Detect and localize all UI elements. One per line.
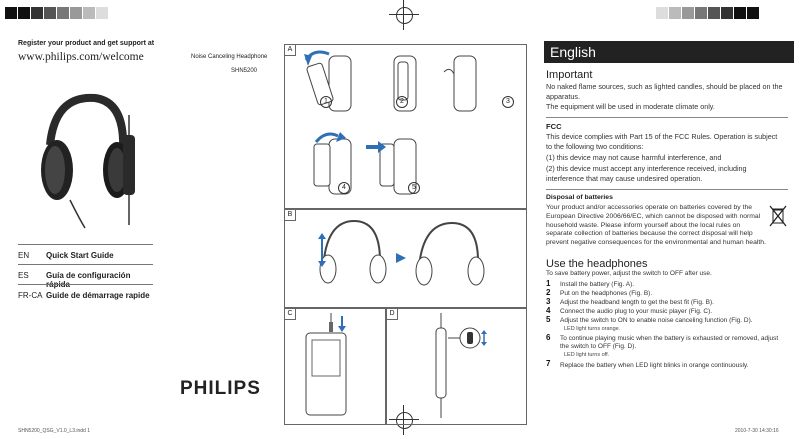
- important-text-1: No naked flame sources, such as lighted candles, should be placed on the apparatus.: [546, 82, 783, 101]
- section-divider: [546, 117, 788, 118]
- led-note-orange: LED light turns orange.: [564, 326, 621, 332]
- panel-label: C: [285, 309, 296, 320]
- guide-name: Quick Start Guide: [46, 251, 114, 260]
- headphone-product-image: [25, 90, 155, 230]
- step-text: Adjust the switch to ON to enable noise canceling function (Fig. D).: [560, 317, 753, 324]
- crossed-bin-icon: [769, 205, 787, 227]
- step-index: 4: [546, 306, 551, 315]
- step-index: 3: [546, 297, 551, 306]
- fcc-heading: FCC: [546, 122, 562, 131]
- step-number: 1: [320, 96, 332, 108]
- step-index: 7: [546, 359, 551, 368]
- english-header: English: [544, 41, 794, 63]
- guide-code: FR-CA: [18, 291, 43, 300]
- step-text: Adjust the headband length to get the best fit (Fig. B).: [560, 299, 714, 306]
- use-heading: Use the headphones: [546, 258, 648, 270]
- step-index: 1: [546, 279, 551, 288]
- audio-plug-illustration: [284, 308, 384, 423]
- headband-adjust-illustration: [284, 209, 525, 306]
- important-heading: Important: [546, 69, 593, 81]
- registration-bar-left: [5, 7, 109, 19]
- footer-date: 2010-7-30 14:30:16: [735, 428, 779, 434]
- panel-label: A: [285, 45, 296, 56]
- philips-logo: PHILIPS: [180, 378, 261, 399]
- battery-install-illustration: [284, 44, 525, 207]
- fcc-condition-1: (1) this device may not cause harmful interference, and: [546, 153, 722, 162]
- use-intro: To save battery power, adjust the switch to OFF after use.: [546, 270, 712, 277]
- step-index: 2: [546, 288, 551, 297]
- step-text: Connect the audio plug to your music player (Fig. C).: [560, 308, 713, 315]
- fcc-condition-2: (2) this device must accept any interference received, including interference that may cause undesired operation.: [546, 164, 747, 183]
- step-index: 6: [546, 333, 551, 342]
- support-url[interactable]: www.philips.com/welcome: [18, 51, 144, 63]
- guide-code: EN: [18, 251, 30, 260]
- important-text-2: The equipment will be used in moderate climate only.: [546, 102, 715, 111]
- guide-row-es: [18, 264, 153, 289]
- panel-label: B: [285, 210, 296, 221]
- step-text: Install the battery (Fig. A).: [560, 281, 635, 288]
- disposal-text: Your product and/or accessories operate on batteries covered by the European Directive 2006/66/EC, which cannot be disposed with normal household waste. Please inform yourself about the local rules on separate collection of batteries because the correct disposal will help prevent negative consequences for the environmental and human health.: [546, 204, 766, 247]
- product-name: Noise Canceling Headphone: [191, 54, 268, 60]
- guide-row-fr: [18, 284, 153, 305]
- model-number: SHN5200: [231, 68, 258, 74]
- section-divider: [546, 189, 788, 190]
- step-number: 2: [396, 96, 408, 108]
- fcc-text: This device complies with Part 15 of the FCC Rules. Operation is subject to the following two conditions:: [546, 132, 778, 151]
- step-text: Replace the battery when LED light blinks in orange continuously.: [560, 362, 749, 369]
- crop-crosshair-top: [389, 0, 419, 30]
- guide-code: ES: [18, 271, 29, 280]
- footer-filename: SHN5200_QSG_V1.0_L3.indd 1: [18, 428, 90, 434]
- step-text: Put on the headphones (Fig. B).: [560, 290, 653, 297]
- guide-name: Guía de configuración rápida: [46, 271, 131, 289]
- registration-bar-right: [656, 7, 760, 19]
- register-text: Register your product and get support at: [18, 40, 155, 47]
- guide-name: Guide de démarrage rapide: [46, 291, 150, 300]
- panel-label: D: [387, 309, 398, 320]
- guide-row-en: [18, 244, 153, 265]
- step-text: To continue playing music when the battery is exhausted or removed, adjust the switch to OFF (Fig. D).: [560, 335, 779, 350]
- step-index: 5: [546, 315, 551, 324]
- step-number: 4: [338, 182, 350, 194]
- led-note-off: LED light turns off.: [564, 352, 610, 358]
- step-number: 5: [408, 182, 420, 194]
- switch-illustration: [386, 308, 525, 423]
- step-number: 3: [502, 96, 514, 108]
- disposal-heading: Disposal of batteries: [546, 194, 613, 201]
